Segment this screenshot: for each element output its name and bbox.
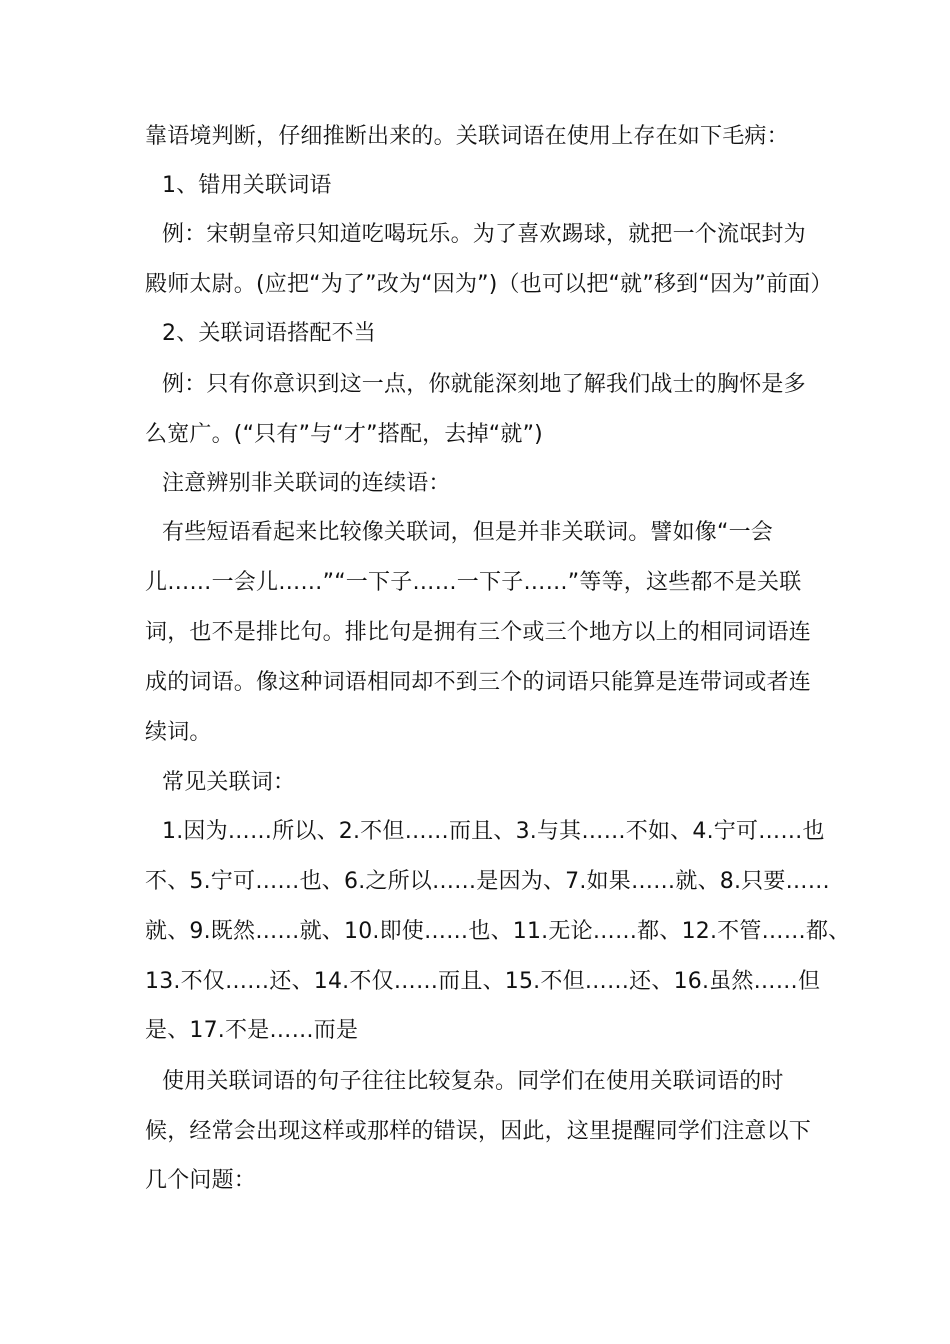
text-line: 不、5.宁可……也、6.之所以……是因为、7.如果……就、8.只要…… (145, 869, 830, 894)
text-line: 有些短语看起来比较像关联词，但是并非关联词。譬如像“一会 (162, 520, 773, 545)
section-heading: 2、关联词语搭配不当 (162, 321, 376, 346)
text-line: 靠语境判断，仔细推断出来的。关联词语在使用上存在如下毛病： (145, 124, 789, 149)
text-line: 1.因为……所以、2.不但……而且、3.与其……不如、4.宁可……也 (162, 819, 825, 844)
text-line: 成的词语。像这种词语相同却不到三个的词语只能算是连带词或者连 (145, 670, 812, 695)
text-line: 么宽广。(“只有”与“才”搭配，去掉“就”) (145, 422, 543, 447)
section-heading: 常见关联词： (162, 770, 296, 795)
text-line: 候，经常会出现这样或那样的错误，因此，这里提醒同学们注意以下 (145, 1119, 812, 1144)
text-line: 就、9.既然……就、10.即使……也、11.无论……都、12.不管……都、 (145, 919, 851, 944)
text-line: 儿……一会儿……”“一下子……一下子……”等等，这些都不是关联 (145, 570, 802, 595)
text-line: 几个问题： (145, 1168, 257, 1193)
text-line: 例：只有你意识到这一点，你就能深刻地了解我们战士的胸怀是多 (162, 372, 806, 397)
section-heading: 1、错用关联词语 (162, 173, 332, 198)
text-line: 例：宋朝皇帝只知道吃喝玩乐。为了喜欢踢球，就把一个流氓封为 (162, 222, 806, 247)
text-line: 是、17.不是……而是 (145, 1018, 359, 1043)
text-line: 殿师太尉。(应把“为了”改为“因为”)（也可以把“就”移到“因为”前面） (145, 272, 833, 297)
text-line: 13.不仅……还、14.不仅……而且、15.不但……还、16.虽然……但 (145, 969, 821, 994)
section-heading: 注意辨别非关联词的连续语： (162, 471, 451, 496)
text-line: 续词。 (145, 720, 212, 745)
text-line: 使用关联词语的句子往往比较复杂。同学们在使用关联词语的时 (162, 1069, 784, 1094)
text-line: 词，也不是排比句。排比句是拥有三个或三个地方以上的相同词语连 (145, 620, 812, 645)
